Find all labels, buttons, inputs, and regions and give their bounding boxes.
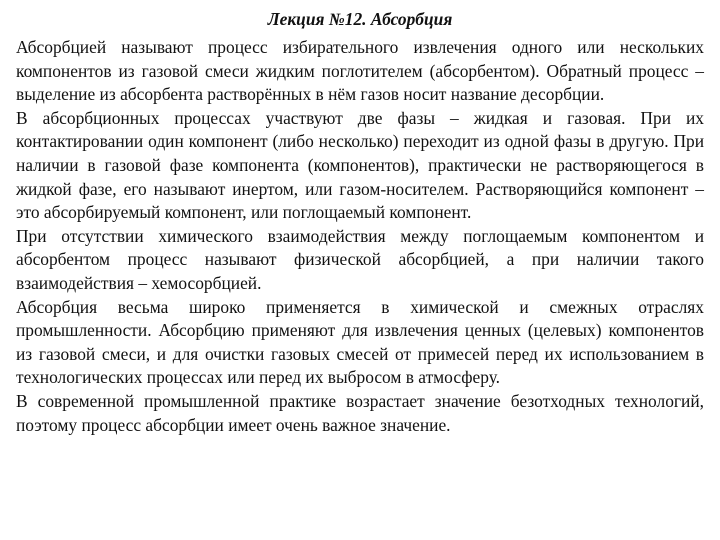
document-page xyxy=(16,6,704,437)
paragraph-definition: Абсорбцией называют процесс избирательного извлечения одного или нескольких компонентов из газовой смеси жидким поглотителем (абсорбентом). Обратный процесс – выделение из абсорбента растворённых в нём газов носит название десорбции. xyxy=(16,37,704,105)
paragraph-chemisorption: При отсутствии химического взаимодействия между поглощаемым компонентом и абсорбентом процесс называют физической абсорбцией, а при наличии такого взаимодействия – хемосорбцией. xyxy=(16,225,704,293)
paragraph-phases: В абсорбционных процессах участвуют две фазы – жидкая и газовая. При их контактировании один компонент (либо несколько) переходит из одной фазы в другую. При наличии в газовой фазе компонента (компонентов), практически не растворяющегося в жидкой фазе, его называют инертом, или газом-носителем. Растворяющийся компонент – это абсорбируемый компонент, или поглощаемый компонент. xyxy=(16,107,704,223)
lecture-title: Лекция №12. Абсорбция xyxy=(267,9,453,29)
paragraph-conclusion: В современной промышленной практике возрастает значение безотходных технологий, поэтому процесс абсорбции имеет очень важное значение. xyxy=(16,390,704,435)
paragraph-applications: Абсорбция весьма широко применяется в химической и смежных отраслях промышленности. Абсорбцию применяют для извлечения ценных (целевых) компонентов из газовой смеси, и для очистки газовых смесей от примесей перед их использованием в технологических процессах или перед их выбросом в атмосферу. xyxy=(16,296,704,388)
